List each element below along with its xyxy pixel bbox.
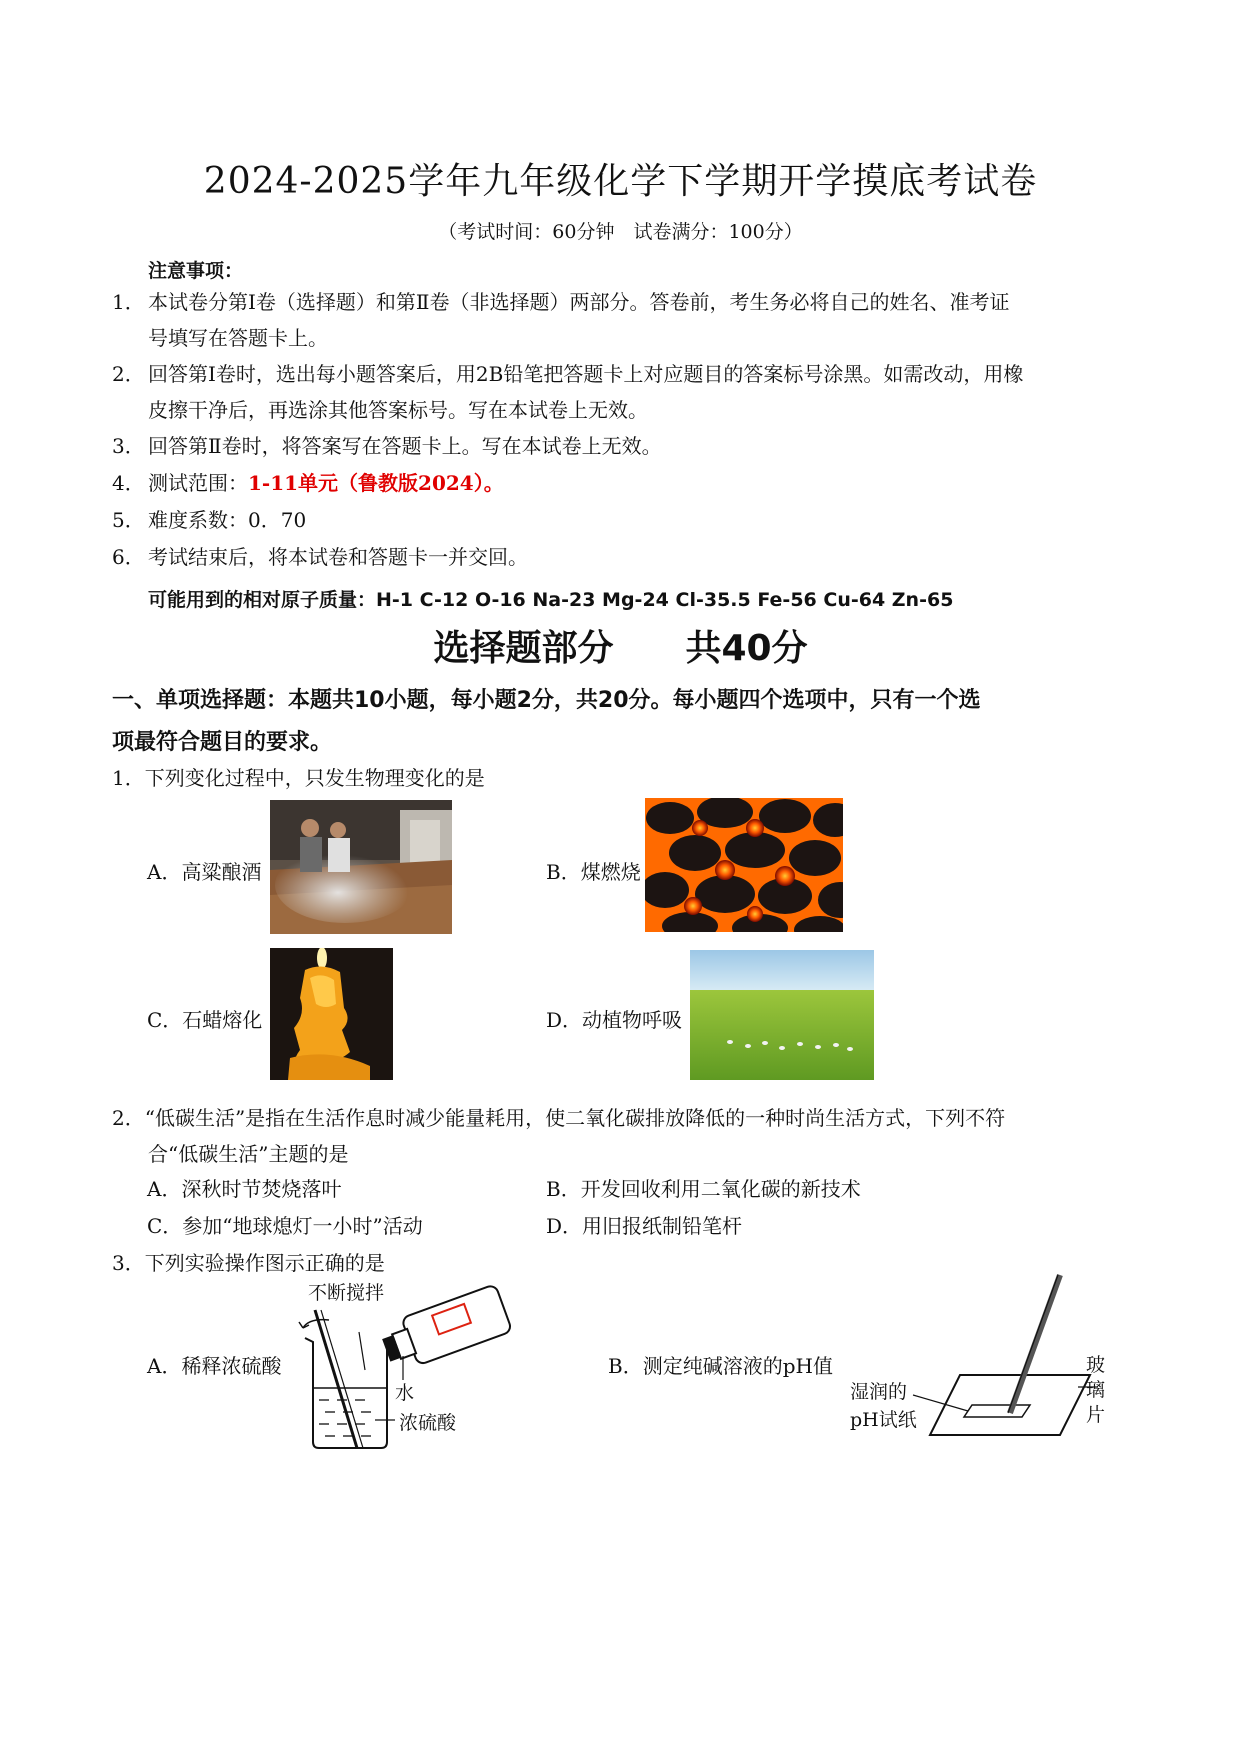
note-item (112, 356, 1132, 428)
burning-coal-photo (645, 798, 843, 932)
note-number: 2． (112, 362, 145, 386)
note-item (112, 465, 1132, 501)
part-heading-line: 一、单项选择题：本题共10小题，每小题2分，共20分。每小题四个选项中，只有一个选 (112, 688, 981, 713)
notes-heading: 注意事项： (148, 260, 244, 282)
note-text: 回答第Ⅰ卷时，选出每小题答案后，用2B铅笔把答题卡上对应题目的答案标号涂黑。如需改动，用橡 (148, 362, 1024, 386)
note-number: 5． (112, 508, 145, 532)
q3-option-a: A．稀释浓硫酸 (147, 1354, 282, 1378)
test-scope-highlight: 1-11单元（鲁教版2024）。 (248, 471, 504, 495)
melting-candle-photo (270, 948, 393, 1080)
note-item (112, 284, 1132, 356)
q1-option-a: A．高粱酿酒 (147, 860, 262, 884)
stir-label: 不断搅拌 (308, 1282, 385, 1304)
q2-option-d: D．用旧报纸制铅笔杆 (546, 1214, 743, 1238)
note-text: 考试结束后，将本试卷和答题卡一并交回。 (148, 545, 528, 569)
page-title: 2024-2025学年九年级化学下学期开学摸底考试卷 (203, 161, 1038, 202)
note-number: 6． (112, 545, 145, 569)
q2-option-a: A．深秋时节焚烧落叶 (147, 1177, 342, 1201)
part-heading-line: 项最符合题目的要求。 (112, 730, 333, 755)
note-item (112, 502, 1132, 538)
note-number: 3． (112, 434, 145, 458)
glass-label-3: 片 (1086, 1404, 1106, 1426)
exam-subtitle: （考试时间：60分钟 试卷满分：100分） (438, 221, 803, 243)
note-number: 4． (112, 471, 145, 495)
q1-option-d: D．动植物呼吸 (546, 1008, 683, 1032)
note-item (112, 539, 1132, 575)
grassland-animals-photo (690, 950, 874, 1080)
part-heading (112, 680, 1132, 764)
note-text-continued: 皮擦干净后，再选涂其他答案标号。写在本试卷上无效。 (148, 398, 648, 422)
glass-label-1: 玻 (1086, 1354, 1106, 1376)
wet-paper-label-2: pH试纸 (850, 1409, 917, 1431)
question-3-stem: 3．下列实验操作图示正确的是 (112, 1251, 385, 1275)
water-label: 水 (395, 1382, 415, 1404)
q3-option-b: B．测定纯碱溶液的pH值 (608, 1354, 833, 1378)
note-text: 回答第Ⅱ卷时，将答案写在答题卡上。写在本试卷上无效。 (148, 434, 662, 458)
q2-option-b: B．开发回收利用二氧化碳的新技术 (546, 1177, 861, 1201)
note-text-continued: 号填写在答题卡上。 (148, 326, 328, 350)
note-item (112, 428, 1132, 464)
note-text: 本试卷分第Ⅰ卷（选择题）和第Ⅱ卷（非选择题）两部分。答卷前，考生务必将自己的姓名、准考证 (148, 290, 1010, 314)
note-text: 难度系数：0．70 (148, 508, 307, 532)
q1-option-b: B．煤燃烧 (546, 860, 641, 884)
wet-paper-label-1: 湿润的 (850, 1381, 908, 1403)
question-2-stem-continued: 合“低碳生活”主题的是 (148, 1142, 349, 1166)
q1-option-c: C．石蜡熔化 (147, 1008, 263, 1032)
sorghum-brewing-photo (270, 800, 452, 934)
dilution-diagram (295, 1270, 525, 1450)
glass-label-2: 璃 (1086, 1379, 1106, 1401)
note-number: 1． (112, 290, 145, 314)
atomic-masses: 可能用到的相对原子质量：H-1 C-12 O-16 Na-23 Mg-24 Cl-35.5 Fe-56 Cu-64 Zn-65 (148, 589, 954, 611)
question-1-stem: 1．下列变化过程中，只发生物理变化的是 (112, 766, 485, 790)
note-text: 测试范围： (148, 471, 248, 495)
section-title: 选择题部分 共40分 (433, 628, 808, 669)
q2-option-c: C．参加“地球熄灯一小时”活动 (147, 1214, 423, 1238)
ph-test-diagram (850, 1265, 1120, 1455)
conc-acid-label: 浓硫酸 (399, 1412, 457, 1434)
question-2-stem: 2．“低碳生活”是指在生活作息时减少能量耗用，使二氧化碳排放降低的一种时尚生活方式，下列不符 (112, 1106, 1006, 1130)
